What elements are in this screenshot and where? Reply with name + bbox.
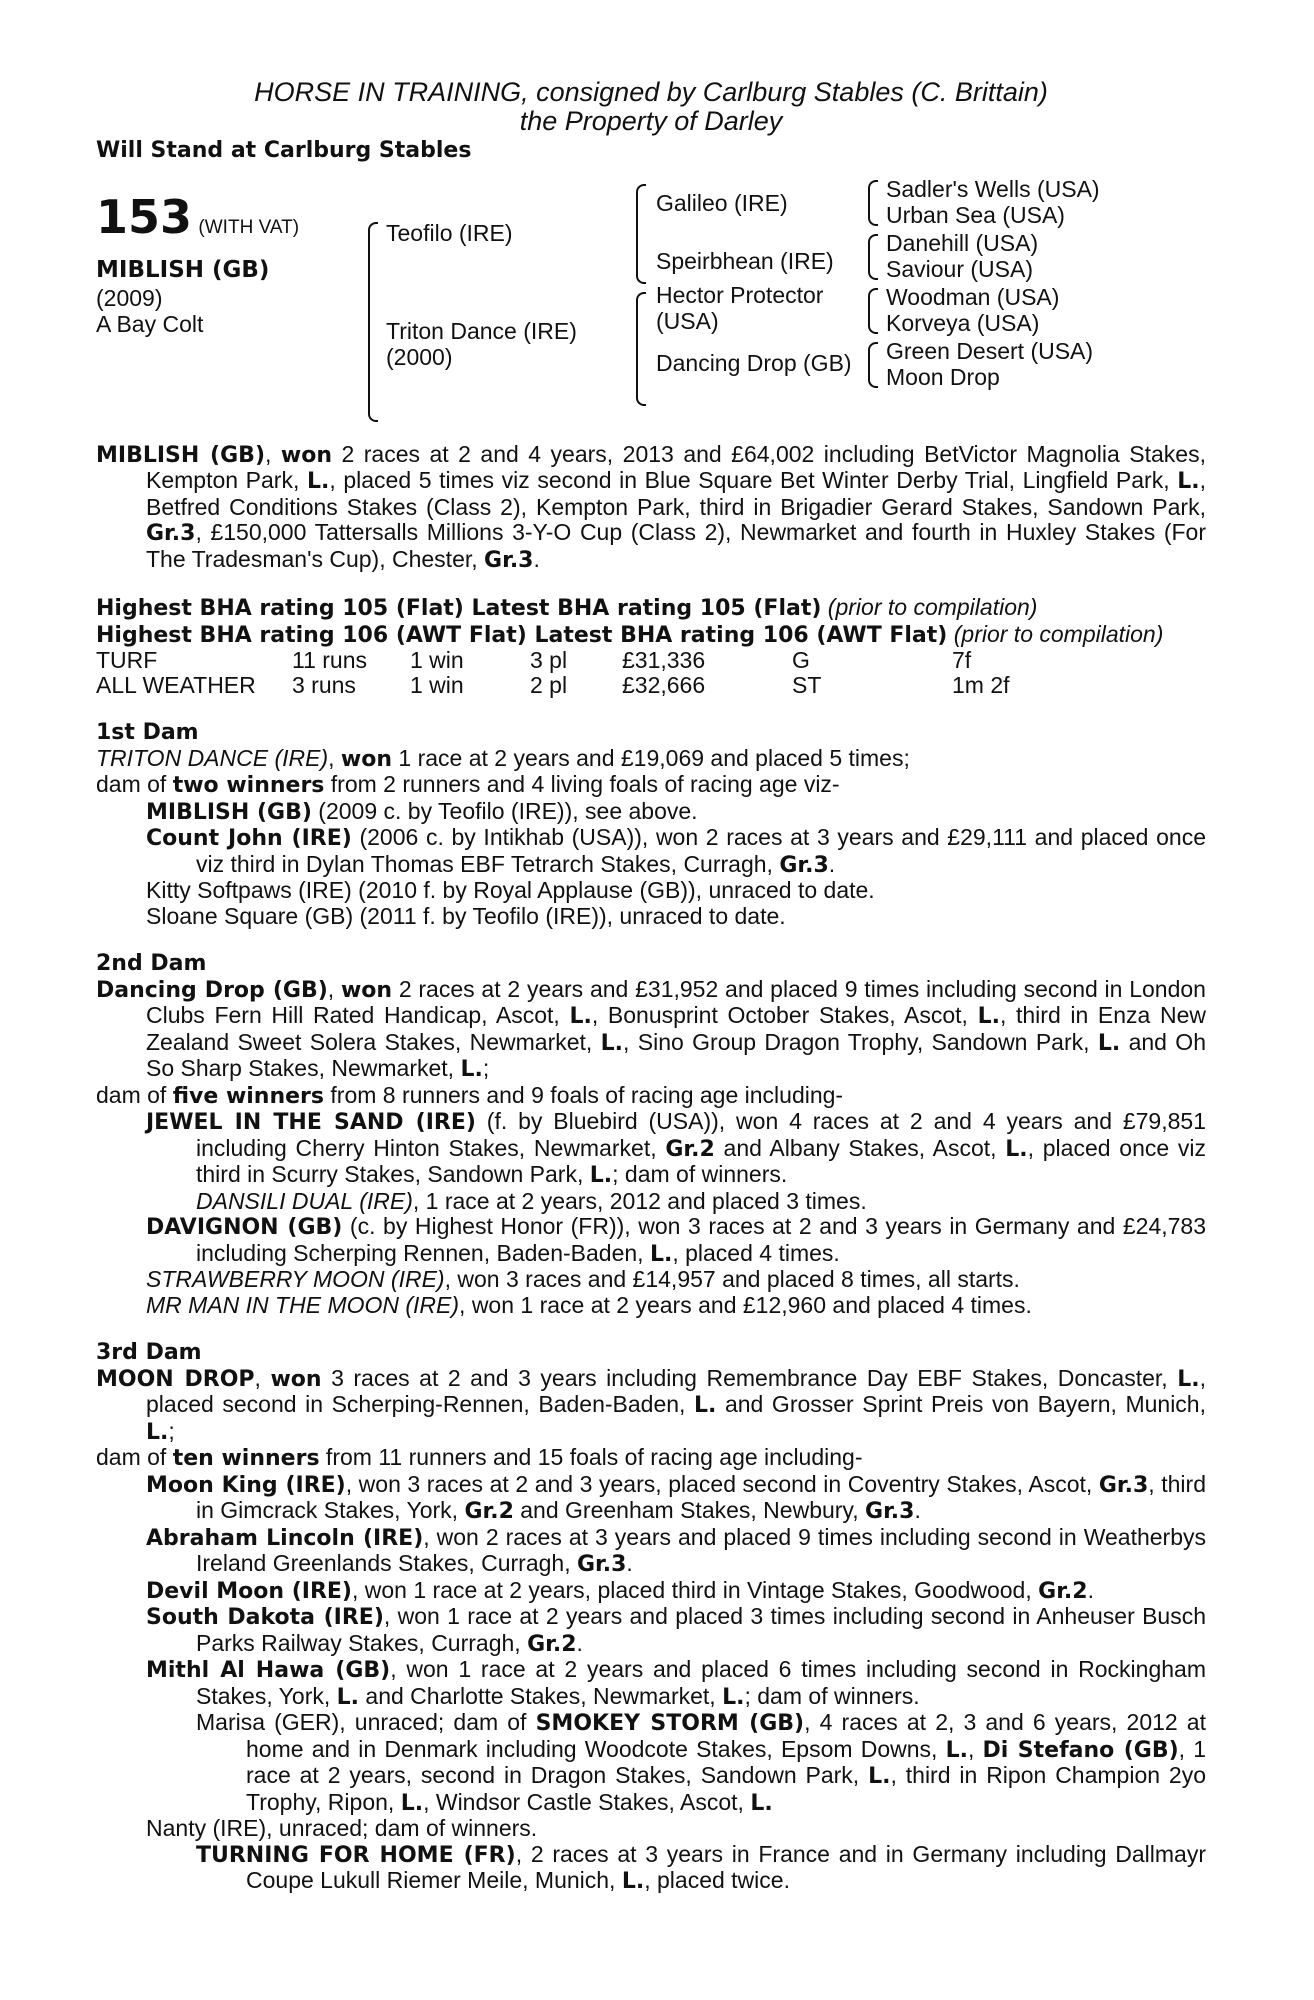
record-cell: ALL WEATHER [96,672,256,698]
dam-dam: Dancing Drop (GB) [656,349,852,376]
record-cell: 3 pl [530,647,568,673]
dam-line1: Triton Dance (IRE) [386,317,577,344]
dd-sire: Green Desert (USA) [886,337,1094,364]
foal-davignon: DAVIGNON (GB) (c. by Highest Honor (FR)), won 3 races at 2 and 3 years in Germany and £24,783 including Scherping Rennen, Baden-Baden, L., placed 4 times. [146,1213,1207,1267]
record-row [96,673,1072,698]
record-cell: 7f [952,647,972,673]
summary-horse-name: MIBLISH (GB) [96,442,265,468]
sd-dam: Saviour (USA) [886,255,1033,282]
second-dam-produce: dam of five winners from 8 runners and 9 foals of racing age including- [96,1081,844,1109]
foal-nanty: Nanty (IRE), unraced; dam of winners. [146,1815,538,1841]
stand-line: Will Stand at Carlburg Stables [96,138,472,163]
second-dam-record: Dancing Drop (GB), won 2 races at 2 years and £31,952 and placed 9 times including second in London Clubs Fern Hill Rated Handicap, Ascot, L., Bonusprint October Stakes, Ascot, L., third in Enza New Zealand Sweet Solera Stakes, Newmarket, L., Sino Group Dragon Trophy, Sandown Park, L. and Oh So Sharp Stakes, Newmarket, L.; [96,975,1206,1082]
vat-note: (WITH VAT) [198,216,300,238]
rating-line-2: Highest BHA rating 106 (AWT Flat) Latest BHA rating 106 (AWT Flat) (prior to compilation) [96,620,1164,648]
record-cell: 11 runs [292,647,368,673]
gen3-brace-4 [868,342,878,388]
lot-number: 153 [96,189,193,244]
lot-heading [96,189,300,244]
record-cell: 1m 2f [952,672,1010,698]
rating-line-1: Highest BHA rating 105 (Flat) Latest BHA rating 105 (Flat) (prior to compilation) [96,594,1038,621]
second-dam-heading: 2nd Dam [96,951,207,976]
gen3-brace-3 [868,288,878,334]
foal-strawberry-moon: STRAWBERRY MOON (IRE), won 3 races and £14,957 and placed 8 times, all starts. [146,1266,1020,1292]
foaling-year: (2009) [96,284,163,311]
first-dam-section [96,720,1206,929]
third-dam-record: MOON DROP, won 3 races at 2 and 3 years including Remembrance Day EBF Stakes, Doncaster, L., placed second in Scherping-Rennen, Baden-Baden, L. and Grosser Sprint Preis von Bayern, Munich, L.; [96,1364,1206,1445]
foal-1: MIBLISH (GB) (2009 c. by Teofilo (IRE)), see above. [146,797,698,825]
foal-mithl-al-hawa: Mithl Al Hawa (GB), won 1 race at 2 years and placed 6 times including second in Rockingham Stakes, York, L. and Charlotte Stakes, Newmarket, L.; dam of winners. [146,1656,1206,1710]
sire-parents-brace [636,184,646,284]
sd-sire: Danehill (USA) [886,229,1039,256]
record-cell: ST [792,672,822,698]
foal-jewel-in-the-sand: JEWEL IN THE SAND (IRE) (f. by Bluebird (USA)), won 4 races at 2 and 4 years and £79,851 including Cherry Hinton Stakes, Newmarket, Gr.2 and Albany Stakes, Ascot, L., placed once viz third in Scurry Stakes, Sandown Park, L.; dam of winners. [146,1108,1206,1188]
record-cell: TURF [96,647,158,673]
sire: Teofilo (IRE) [386,219,513,246]
third-dam-section [96,1340,1206,1895]
ss-dam: Urban Sea (USA) [886,201,1065,228]
dam-sire-line2: (USA) [656,307,719,334]
dd-dam: Moon Drop [886,363,1000,390]
ds-sire: Woodman (USA) [886,283,1060,310]
foal-marisa: Marisa (GER), unraced; dam of SMOKEY STORM (GB), 4 races at 2, 3 and 6 years, 2012 at home and in Denmark including Woodcote Stakes, Epsom Downs, L., Di Stefano (GB), 1 race at 2 years, second in Dragon Stakes, Sandown Park, L., third in Ripon Champion 2yo Trophy, Ripon, L., Windsor Castle Stakes, Ascot, L. [196,1709,1207,1816]
first-dam-heading: 1st Dam [96,720,199,745]
foal-moon-king: Moon King (IRE), won 3 races at 2 and 3 years, placed second in Coventry Stakes, Ascot, Gr.3, third in Gimcrack Stakes, York, Gr.2 and Greenham Stakes, Newbury, Gr.3. [146,1470,1206,1524]
pedigree-block [96,176,1206,416]
foal-dansili-dual: DANSILI DUAL (IRE), 1 race at 2 years, 2012 and placed 3 times. [196,1187,867,1214]
foal-devil-moon: Devil Moon (IRE), won 1 race at 2 years, placed third in Vintage Stakes, Goodwood, Gr.2. [146,1576,1094,1604]
ds-dam: Korveya (USA) [886,309,1040,336]
owner-line: the Property of Darley [519,106,783,136]
gen3-brace-1 [868,180,878,226]
horse-description: A Bay Colt [96,310,204,337]
foal-abraham-lincoln: Abraham Lincoln (IRE), won 2 races at 3 years and placed 9 times including second in Weatherbys Ireland Greenlands Stakes, Curragh, Gr.3. [146,1523,1206,1577]
record-cell: £32,666 [622,672,706,698]
foal-south-dakota: South Dakota (IRE), won 1 race at 2 years and placed 3 times including second in Anheuser Busch Parks Railway Stakes, Curragh, Gr.2. [146,1603,1206,1657]
first-dam-produce: dam of two winners from 2 runners and 4 living foals of racing age viz- [96,771,840,798]
sire-sire: Galileo (IRE) [656,189,788,216]
first-dam-record: TRITON DANCE (IRE), won 1 race at 2 years and £19,069 and placed 5 times; [96,744,910,772]
catalogue-page [96,78,1206,1895]
consignor-line: HORSE IN TRAINING, consigned by Carlburg Stables (C. Brittain) [254,77,1048,107]
foal-3: Kitty Softpaws (IRE) (2010 f. by Royal Applause (GB)), unraced to date. [146,877,875,903]
record-cell: 3 runs [292,672,356,698]
dam-sire-line1: Hector Protector [656,281,824,308]
race-summary: MIBLISH (GB), won 2 races at 2 and 4 years, 2013 and £64,002 including BetVictor Magnolia Stakes, Kempton Park, L., placed 5 times viz second in Blue Square Bet Winter Derby Trial, Lingfield Park, L., Betfred Conditions Stakes (Class 2), Kempton Park, third in Brigadier Gerard Stakes, Sandown Park, Gr.3, £150,000 Tattersalls Millions 3-Y-O Cup (Class 2), Newmarket and fourth in Huxley Stakes (For The Tradesman's Cup), Chester, Gr.3. [96,440,1206,573]
foal-4: Sloane Square (GB) (2011 f. by Teofilo (IRE)), unraced to date. [146,902,786,929]
record-cell: 1 win [410,647,464,673]
foal-mr-man-in-the-moon: MR MAN IN THE MOON (IRE), won 1 race at 2 years and £12,960 and placed 4 times. [146,1291,1032,1318]
sire-dam: Speirbhean (IRE) [656,247,834,274]
third-dam-produce: dam of ten winners from 11 runners and 15 foals of racing age including- [96,1444,863,1471]
race-record-table [96,648,1072,698]
dam-parents-brace [636,292,646,406]
foal-2: Count John (IRE) (2006 c. by Intikhab (USA)), won 2 races at 3 years and £29,111 and placed once viz third in Dylan Thomas EBF Tetrarch Stakes, Curragh, Gr.3. [146,824,1206,878]
dam-line2: (2000) [386,343,453,370]
gen3-brace-2 [868,234,878,280]
record-row [96,648,1072,673]
sire-dam-brace [368,222,378,422]
second-dam-section [96,951,1206,1318]
ss-sire: Sadler's Wells (USA) [886,175,1100,202]
record-cell: 1 win [410,672,464,698]
horse-name: MIBLISH (GB) [96,256,270,283]
record-cell: G [792,647,810,673]
record-cell: 2 pl [530,672,568,698]
third-dam-heading: 3rd Dam [96,1340,202,1365]
foal-turning-for-home: TURNING FOR HOME (FR), 2 races at 3 years in France and in Germany including Dallmayr Coupe Lukull Riemer Meile, Munich, L., placed twice. [196,1840,1207,1894]
record-cell: £31,336 [622,647,706,673]
